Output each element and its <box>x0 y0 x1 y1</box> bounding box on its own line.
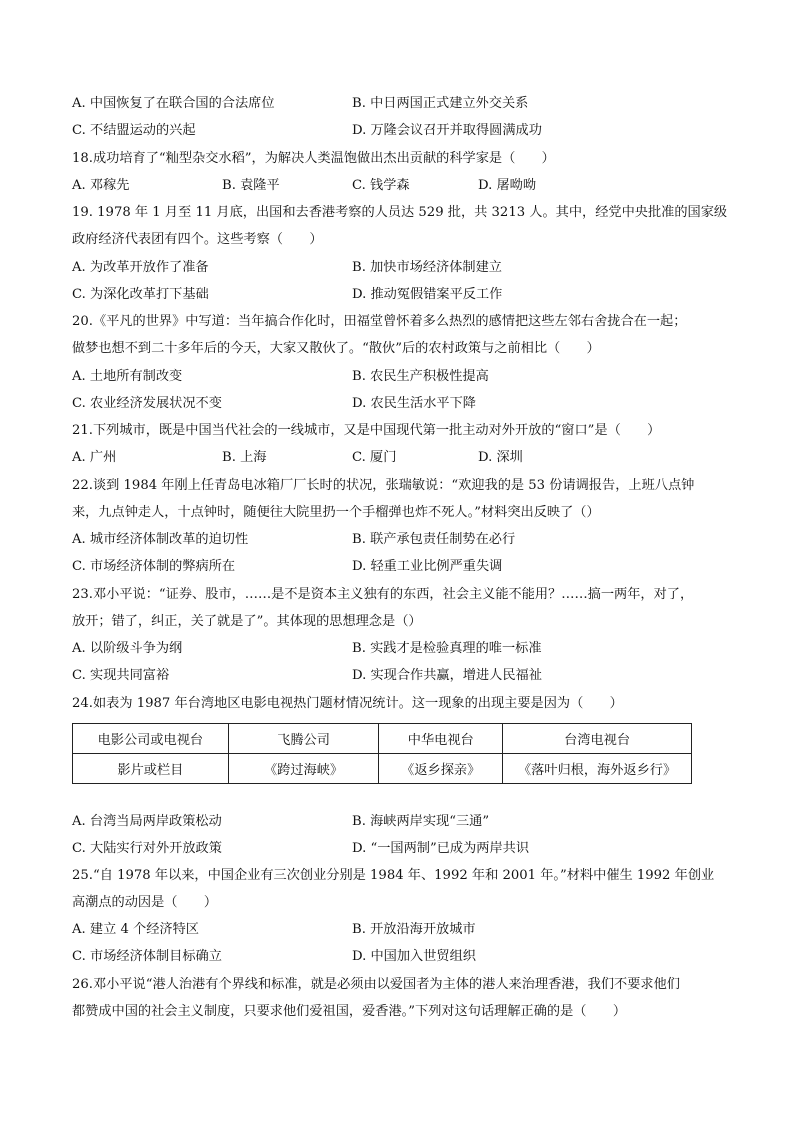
q18-stem: 18.成功培育了“籼型杂交水稻”，为解决人类温饱做出杰出贡献的科学家是（ ） <box>72 151 555 166</box>
q24-cell: 飞腾公司 <box>228 724 379 754</box>
q26-stem-line-1: 26.邓小平说“港人治港有个界线和标准，就是必须由以爱国者为主体的港人来治理香港，我们不要求他们 <box>72 977 680 992</box>
q22-option-b: B. 联产承包责任制势在必行 <box>352 532 516 547</box>
q25-options-row-2 <box>72 948 732 966</box>
q24-cell: 台湾电视台 <box>503 724 692 754</box>
q19-stem-line-1: 19. 1978 年 1 月至 11 月底，出国和去香港考察的人员达 529 批，共 3213 人。其中，经党中央批准的国家级 <box>72 205 728 220</box>
q17-option-d: D. 万隆会议召开并取得圆满成功 <box>352 123 542 138</box>
q23-option-b: B. 实践才是检验真理的唯一标准 <box>352 641 542 656</box>
q21-option-d: D. 深圳 <box>478 450 523 465</box>
q21-stem: 21.下列城市，既是中国当代社会的一线城市，又是中国现代第一批主动对外开放的“窗口”是（ ） <box>72 423 661 438</box>
q24-table-row-header <box>73 724 692 754</box>
q17-option-c: C. 不结盟运动的兴起 <box>72 123 196 138</box>
q18-option-d: D. 屠呦呦 <box>478 178 537 193</box>
q24-options-row-2 <box>72 840 732 858</box>
q22-options-row-1 <box>72 531 732 549</box>
q24-cell: 电影公司或电视台 <box>73 724 229 754</box>
q19-option-c: C. 为深化改革打下基础 <box>72 287 209 302</box>
q23-options-row-2 <box>72 667 732 685</box>
q24-stem: 24.如表为 1987 年台湾地区电影电视热门题材情况统计。这一现象的出现主要是因为（ ） <box>72 696 623 711</box>
q24-cell: 《落叶归根，海外返乡行》 <box>503 754 692 784</box>
q20-option-c: C. 农业经济发展状况不变 <box>72 396 222 411</box>
q25-stem-line-2: 高潮点的动因是（ ） <box>72 895 218 910</box>
q19-option-a: A. 为改革开放作了准备 <box>72 260 209 275</box>
q18-option-c: C. 钱学森 <box>352 178 410 193</box>
q18-options-row <box>72 177 732 195</box>
q25-option-d: D. 中国加入世贸组织 <box>352 949 476 964</box>
q24-cell: 中华电视台 <box>379 724 503 754</box>
q20-option-d: D. 农民生活水平下降 <box>352 396 476 411</box>
q19-options-row-2 <box>72 286 732 304</box>
q20-option-a: A. 土地所有制改变 <box>72 369 183 384</box>
q19-stem-line-2: 政府经济代表团有四个。这些考察（ ） <box>72 232 323 247</box>
q22-stem-line-1: 22.谈到 1984 年刚上任青岛电冰箱厂厂长时的状况，张瑞敏说：“欢迎我的是 53 份请调报告，上班八点钟 <box>72 478 695 493</box>
q24-cell: 《返乡探亲》 <box>379 754 503 784</box>
q19-option-d: D. 推动冤假错案平反工作 <box>352 287 503 302</box>
q20-options-row-2 <box>72 395 732 413</box>
q22-option-a: A. 城市经济体制改革的迫切性 <box>72 532 249 547</box>
q23-option-a: A. 以阶级斗争为纲 <box>72 641 183 656</box>
q22-option-d: D. 轻重工业比例严重失调 <box>352 559 503 574</box>
q25-stem-line-1: 25.“自 1978 年以来，中国企业有三次创业分别是 1984 年、1992 年和 2001 年。”材料中催生 1992 年创业 <box>72 868 715 883</box>
q22-option-c: C. 市场经济体制的弊病所在 <box>72 559 236 574</box>
q24-table <box>72 723 692 784</box>
q23-option-d: D. 实现合作共赢，增进人民福祉 <box>352 668 542 683</box>
q25-option-a: A. 建立 4 个经济特区 <box>72 922 199 937</box>
q20-stem-line-2: 做梦也想不到二十多年后的今天，大家又散伙了。“散伙”后的农村政策与之前相比（ ） <box>72 341 600 356</box>
q20-options-row-1 <box>72 368 732 386</box>
q21-option-c: C. 厦门 <box>352 450 397 465</box>
q25-option-c: C. 市场经济体制目标确立 <box>72 949 222 964</box>
q21-option-b: B. 上海 <box>222 450 267 465</box>
q24-cell: 《跨过海峡》 <box>228 754 379 784</box>
q17-options-row-1 <box>72 95 732 113</box>
q24-options-row-1 <box>72 813 732 831</box>
q22-options-row-2 <box>72 558 732 576</box>
q23-stem-line-1: 23.邓小平说：“证券、股市，……是不是资本主义独有的东西，社会主义能不能用？……搞一两年，对了， <box>72 587 694 602</box>
q20-option-b: B. 农民生产积极性提高 <box>352 369 489 384</box>
q18-option-b: B. 袁隆平 <box>222 178 280 193</box>
q23-stem-line-2: 放开；错了，纠正，关了就是了”。其体现的思想理念是（） <box>72 614 422 629</box>
q23-option-c: C. 实现共同富裕 <box>72 668 170 683</box>
q26-stem-line-2: 都赞成中国的社会主义制度，只要求他们爱祖国，爱香港。”下列对这句话理解正确的是（ ） <box>72 1004 627 1019</box>
q24-option-c: C. 大陆实行对外开放政策 <box>72 841 222 856</box>
q24-cell: 影片或栏目 <box>73 754 229 784</box>
q25-option-b: B. 开放沿海开放城市 <box>352 922 476 937</box>
q23-options-row-1 <box>72 640 732 658</box>
q24-option-b: B. 海峡两岸实现“三通” <box>352 814 490 829</box>
q19-options-row-1 <box>72 259 732 277</box>
q17-option-b: B. 中日两国正式建立外交关系 <box>352 96 529 111</box>
q24-option-a: A. 台湾当局两岸政策松动 <box>72 814 222 829</box>
q17-option-a: A. 中国恢复了在联合国的合法席位 <box>72 96 275 111</box>
q24-table-row-content <box>73 754 692 784</box>
q21-option-a: A. 广州 <box>72 450 117 465</box>
q19-option-b: B. 加快市场经济体制建立 <box>352 260 502 275</box>
q17-options-row-2 <box>72 122 732 140</box>
q18-option-a: A. 邓稼先 <box>72 178 130 193</box>
q25-options-row-1 <box>72 921 732 939</box>
q20-stem-line-1: 20.《平凡的世界》中写道：当年搞合作化时，田福堂曾怀着多么热烈的感情把这些左邻右舍拢合在一起； <box>72 314 687 329</box>
q22-stem-line-2: 来，九点钟走人，十点钟时，随便往大院里扔一个手榴弹也炸不死人。”材料突出反映了（） <box>72 505 600 520</box>
q24-option-d: D. “一国两制”已成为两岸共识 <box>352 841 530 856</box>
q21-options-row <box>72 449 732 467</box>
